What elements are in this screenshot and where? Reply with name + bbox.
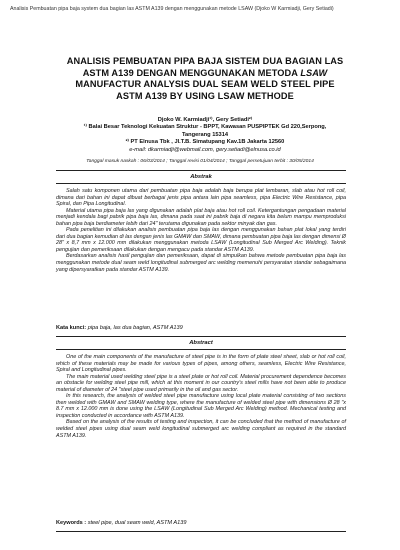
abstract-paragraph-2: The main material used welding steel pipe is a steel plate or hot roll coil. Material procurement dependence becomes an obstacle for welding steel pipe mill, which at this moment in our country's steel mills have not been able to produce material of diameter of 24 "steel pipe used primarily in the oil and gas sector. [56, 373, 346, 393]
abstrak-paragraph-4: Berdasarkan analisis hasil pengujian dan pemeriksaan, dapat di simpulkan bahwa metode pembuatan pipa baja las menggunakan metode dual seam weld longitudinal submerged arc welding memenuhi persyaratan standar sebagaimana yang dipersyaratkan pada standar ASTM A139. [56, 253, 346, 273]
keywords [56, 520, 346, 526]
abstrak-paragraph-1: Salah satu komponen utama dari pembuatan pipa baja adalah baja berupa plat lembaran, slab atau hot roll coil, dimana dari bahan ini dapat dibuat berbagai jenis pipa antara lain pipa seamless, pipa Electric Wire Resistance, pipa Spiral, dan Pipa Longitudinal. [56, 188, 346, 208]
title-line-3: MANUFACTUR ANALYSIS DUAL SEAM WELD STEEL PIPE [75, 79, 335, 90]
divider-abstrak [56, 183, 346, 184]
kata-kunci-label: Kata kunci: [56, 325, 87, 331]
kata-kunci-values: pipa baja, las dua bagian, ASTM A139 [86, 325, 183, 331]
affiliation-1: ¹⁾ Balai Besar Teknologi Kekuatan Struktur - BPPT, Kawasan PUSPIPTEK Gd 220,Serpong, Tangerang 15314 [83, 124, 327, 138]
divider-middle [56, 336, 346, 337]
abstract-heading: Abstract [189, 340, 213, 346]
title-line-4: ASTM A139 BY USING LSAW METHODE [116, 90, 294, 101]
abstrak-paragraph-3: Pada penelitian ini dilakukan analisis pembuatan pipa baja las dengan menggunakan bahan plat lokal yang terdiri dari dua bagian kemudian di las dengan jenis las GMAW dan SMAW, dimana pembuatan pipa baja las dengan dimensi Ø 28" x 8,7 mm x 12.000 mm dilakukan menggunakan metoda LSAW (Longitudinal Sub Merged Arc Welding). Teknik pengujian dan pemeriksaan dilakukan dengan mengacu pada standar ASTM A139. [56, 227, 346, 253]
abstract-paragraph-3: In this research, the analysis of welded steel pipe manufacture using local plate material consisting of two sections then welded with GMAW and SMAW welding type, where the manufacture of welded steel pipe with dimensions Ø 28 "x 8.7 mm x 12.000 mm is done using the LSAW (Longitudinal Sub Merged Arc Welding) method. Mechanical testing and inspection conducted in accordance with ASTM A139. [56, 393, 346, 419]
manuscript-dates: Tanggal masuk naskah : 06/03/2014 ; Tanggal revisi 01/04/2014 ; Tanggal persetujuan terbit : 30/05/2014 [86, 159, 314, 164]
paper-title [62, 56, 348, 102]
abstract-paragraph-1: One of the main components of the manufacture of steel pipe is in the form of plate steel sheet, slab or hot roll coil, which of these materials may be made for various types of pipes, among others, seamless, Electric Wire Resistance, Spiral and Longitudinal pipes. [56, 354, 346, 374]
abstrak-paragraph-2: Material utama pipa baja las yang digunakan adalah plat baja atau hot roll coil. Ketergantungan pengadaan material menjadi kendala bagi pabrik pipa baja las, dimana pada saat ini pabrik baja di negara kita belum mampu memproduksi bahan pipa baja berdiameter lebih dari 24" terutama digunakan pada sektor minyak dan gas. [56, 207, 346, 227]
divider-abstract [56, 349, 346, 350]
abstrak-heading: Abstrak [190, 174, 212, 180]
kata-kunci [56, 325, 346, 331]
divider-top [56, 170, 346, 171]
abstract-paragraph-4: Based on the analysis of the results of testing and inspection, it can be concluded that the method of manufacture of welded steel pipes using dual seam weld longitudinal submerged arc welding compliant as required in the standard ASTM A139. [56, 419, 346, 439]
title-line-2-text: ASTM A139 DENGAN MENGGUNAKAN METODA [82, 67, 301, 78]
affiliation-2: ²⁾ PT Elnusa Tbk , Jl.T.B. Simatupang Kav.1B Jakarta 12560 [125, 139, 285, 146]
author-emails: e-mail: dkarmiadji@webmail.com, gery.setiadi@elnusa.co.id [129, 146, 281, 153]
divider-bottom [56, 531, 346, 532]
keywords-values: steel pipe, dual seam weld, ASTM A139 [86, 520, 187, 526]
abstrak-body [56, 188, 346, 273]
keywords-label: Keywords : [56, 520, 87, 526]
title-line-1: ANALISIS PEMBUATAN PIPA BAJA SISTEM DUA BAGIAN LAS [66, 56, 344, 66]
running-head: Analisis Pembuatan pipa baja system dua bagian las ASTM A139 dengan menggunakan metode LSAW (Djoko W Karmiadji, Gery Setiadi) [10, 6, 334, 12]
title-line-2 [62, 68, 348, 80]
author-names: Djoko W. Karmiadji¹⁾, Gery Setiadi²⁾ [157, 117, 253, 123]
abstract-body [56, 354, 346, 439]
author-block [70, 117, 340, 154]
title-line-2-italic: LSAW [300, 67, 328, 78]
